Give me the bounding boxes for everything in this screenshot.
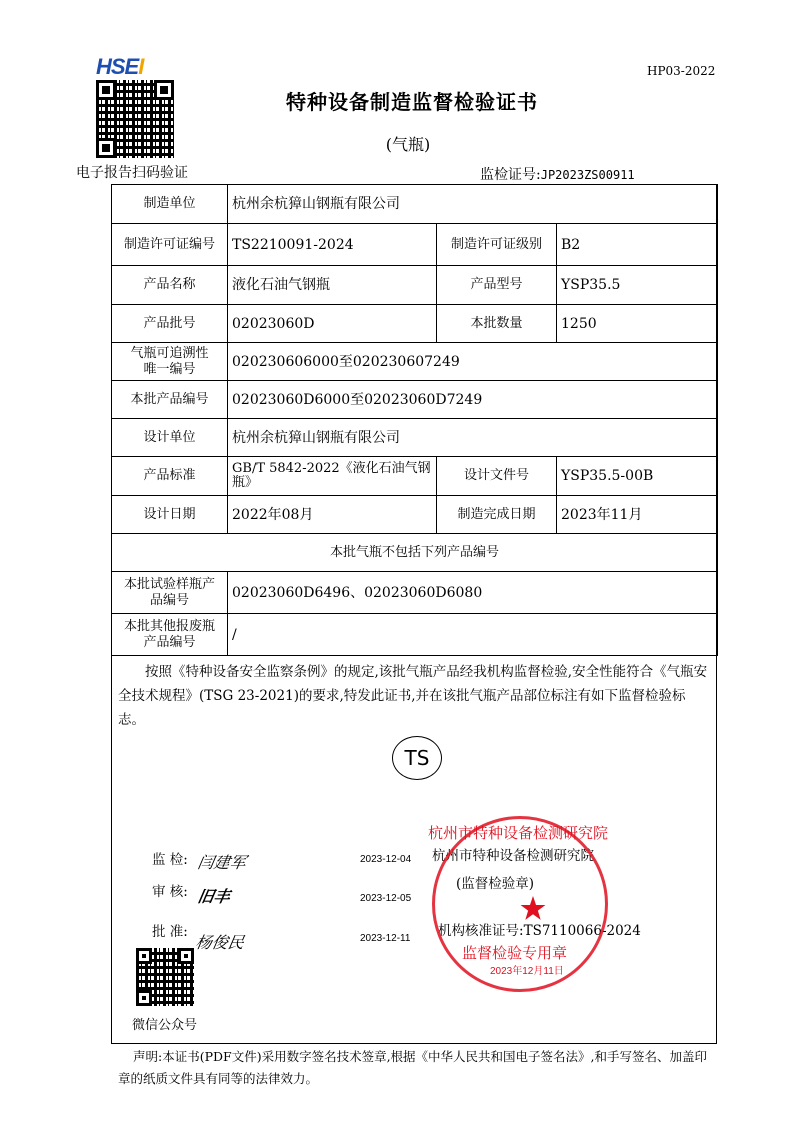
- license-no: TS2210091-2024: [228, 224, 437, 266]
- label: 设计单位: [112, 419, 228, 457]
- product-standard: GB/T 5842-2022《液化石油气钢瓶》: [228, 457, 437, 496]
- approval-label: 机构核准证号:: [438, 923, 524, 939]
- label: 制造许可证编号: [112, 224, 228, 266]
- label: 本批数量: [437, 305, 557, 343]
- trace-no: 020230606000至020230607249: [228, 343, 718, 381]
- exclusion-header: 本批气瓶不包括下列产品编号: [112, 534, 718, 572]
- sample-nos: 02023060D6496、02023060D6080: [228, 572, 718, 614]
- seal-date: 2023年12月11日: [490, 966, 564, 977]
- approver-date: 2023-12-11: [360, 933, 411, 944]
- institute-name: 杭州市特种设备检测研究院: [432, 848, 594, 864]
- label: 制造完成日期: [437, 496, 557, 534]
- manufacturer: 杭州余杭獐山钢瓶有限公司: [228, 185, 718, 224]
- statement-text: 按照《特种设备安全监察条例》的规定,该批气瓶产品经我机构监督检验,安全性能符合《气瓶安全技术规程》(TSG 23-2021)的要求,特发此证书,并在该批气瓶产品部位标注有如下监督检验标志。: [118, 664, 708, 728]
- batch-no: 02023060D: [228, 305, 437, 343]
- label: 制造许可证级别: [437, 224, 557, 266]
- inspector-date: 2023-12-04: [360, 854, 412, 865]
- seal-star-icon: [520, 896, 546, 921]
- label: 本批其他报废瓶产品编号: [112, 614, 228, 656]
- declaration-text: 声明:本证书(PDF文件)采用数字签名技术签章,根据《中华人民共和国电子签名法》,和手写签名、加盖印章的纸质文件具有同等的法律效力。: [118, 1049, 708, 1086]
- label: 气瓶可追溯性唯一编号: [112, 343, 228, 381]
- inspector-role: 监 检:: [152, 852, 188, 868]
- cert-number-label: 监检证号:: [480, 167, 541, 183]
- product-name: 液化石油气钢瓶: [228, 266, 437, 305]
- design-date: 2022年08月: [228, 496, 437, 534]
- cert-number-value: JP2023ZS00911: [540, 168, 635, 182]
- cert-number: [480, 164, 635, 184]
- seal-note: (监督检验章): [456, 876, 535, 892]
- designer: 杭州余杭獐山钢瓶有限公司: [228, 419, 718, 457]
- seal-bottom-text: 监督检验专用章: [462, 944, 568, 962]
- product-nos: 02023060D6000至02023060D7249: [228, 381, 718, 419]
- hsei-logo: HSEI: [96, 54, 144, 79]
- label: 产品名称: [112, 266, 228, 305]
- license-level: B2: [557, 224, 718, 266]
- approval-value: TS7110066-2024: [523, 923, 641, 939]
- label: 设计日期: [112, 496, 228, 534]
- label: 产品批号: [112, 305, 228, 343]
- scrap-nos: /: [228, 614, 718, 656]
- product-model: YSP35.5: [557, 266, 718, 305]
- page-title: 特种设备制造监督检验证书: [286, 90, 538, 114]
- approver-role: 批 准:: [152, 924, 188, 940]
- page-subtitle: (气瓶): [385, 135, 431, 154]
- reviewer-date: 2023-12-05: [360, 893, 412, 904]
- label: 产品标准: [112, 457, 228, 496]
- wechat-qr-code[interactable]: [136, 948, 194, 1006]
- seal-ring-text: 杭州市特种设备检测研究院: [428, 824, 609, 842]
- form-code: HP03-2022: [647, 64, 716, 78]
- complete-date: 2023年11月: [557, 496, 718, 534]
- wechat-label: 微信公众号: [132, 1018, 198, 1033]
- inspector-signature: 闫建军: [196, 853, 248, 872]
- label: 产品型号: [437, 266, 557, 305]
- label: 本批产品编号: [112, 381, 228, 419]
- label: 设计文件号: [437, 457, 557, 496]
- label: 制造单位: [112, 185, 228, 224]
- label: 本批试验样瓶产品编号: [112, 572, 228, 614]
- reviewer-role: 审 核:: [152, 884, 188, 900]
- design-doc: YSP35.5-00B: [557, 457, 718, 496]
- certificate-frame: [111, 184, 717, 1044]
- scan-verify-label: 电子报告扫码验证: [76, 165, 188, 181]
- reviewer-signature: 旧丰: [196, 887, 232, 906]
- approver-signature: 杨俊民: [194, 933, 246, 952]
- batch-qty: 1250: [557, 305, 718, 343]
- ts-mark: TS: [392, 736, 442, 780]
